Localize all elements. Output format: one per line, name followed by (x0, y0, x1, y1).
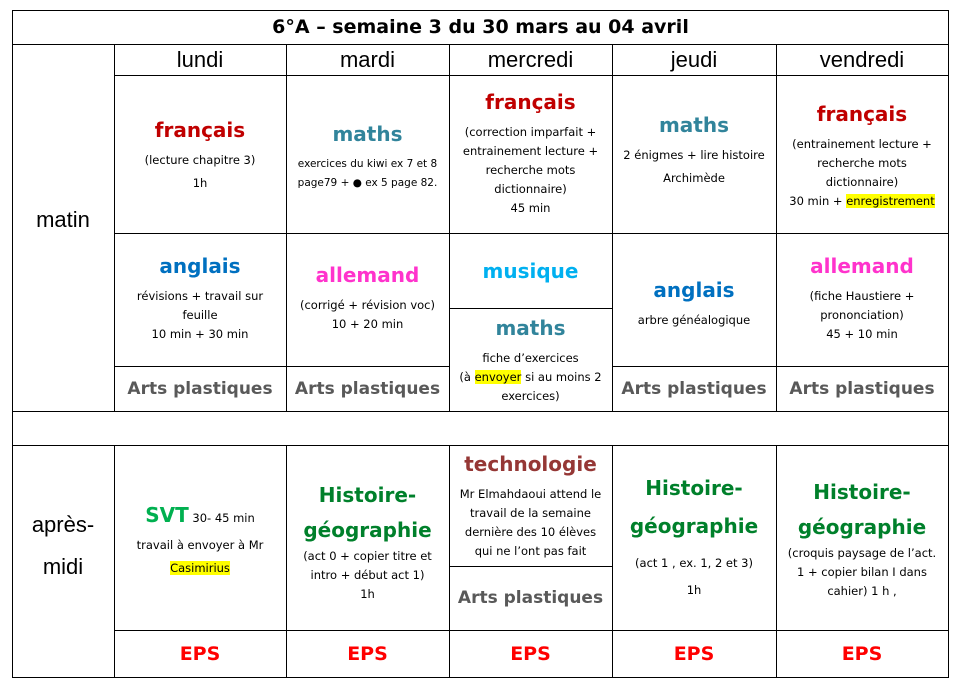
period-matin (12, 75, 114, 365)
day-label: mercredi (487, 46, 574, 72)
subject-label: géographie (629, 514, 759, 538)
detail-text: prononciation) (820, 307, 904, 322)
detail-text: 10 min + 30 min (151, 326, 249, 341)
detail-text: Mr Elmahdaoui attend le (459, 487, 602, 501)
page-title (12, 10, 949, 44)
subject-label: EPS (347, 643, 388, 665)
detail-text: arbre généalogique (637, 312, 751, 327)
detail-text: 30 min + (789, 193, 847, 208)
period-label: midi (42, 553, 84, 579)
grid-line (114, 75, 949, 76)
grid-line (449, 308, 612, 309)
subject-label: Arts plastiques (127, 378, 273, 399)
subject-label: Arts plastiques (457, 588, 604, 608)
slot-vendredi-afternoon (776, 465, 948, 610)
subject-label: français (816, 101, 908, 126)
detail-text: (fiche Haustiere + (809, 288, 915, 303)
detail-text: 1h (192, 176, 208, 190)
subject-label: allemand (315, 263, 420, 287)
detail-text: 1h (686, 583, 702, 597)
subject-label: technologie (464, 452, 597, 476)
highlighted-text: enregistrement (846, 193, 935, 208)
slot-mardi-morning-1 (286, 112, 449, 202)
detail-text: (croquis paysage de l’act. (787, 546, 937, 560)
detail-text: si au moins 2 (521, 370, 602, 384)
detail-text: cahier) 1 h , (827, 584, 897, 598)
slot-lundi-morning-2 (114, 238, 286, 358)
detail-text: recherche mots (817, 155, 907, 170)
subject-label: maths (495, 316, 566, 340)
highlighted-text: envoyer (474, 370, 522, 384)
detail-text: Archimède (663, 171, 725, 185)
grid-line (12, 677, 949, 678)
grid-line (12, 445, 949, 446)
subject-label: Arts plastiques (621, 378, 767, 399)
subject-label: Histoire- (645, 476, 743, 500)
detail-text: feuille (182, 307, 218, 322)
detail-text: (act 0 + copier titre et (303, 548, 432, 563)
detail-text: exercices du kiwi ex 7 et 8 (297, 158, 438, 170)
detail-text: 1 + copier bilan I dans (797, 565, 927, 579)
slot-lundi-eps (114, 631, 286, 677)
detail-text: dictionnaire) (825, 174, 899, 189)
slot-vendredi-morning-2 (776, 238, 948, 358)
detail-text: travail à envoyer à Mr (136, 538, 264, 552)
detail-text: 45 min (510, 200, 551, 215)
day-label: jeudi (670, 46, 718, 72)
slot-mercredi-morning-2a (449, 234, 612, 308)
subject-label: EPS (510, 643, 551, 665)
subject-label: EPS (673, 643, 715, 665)
subject-label: Arts plastiques (294, 378, 441, 399)
subject-label: SVT (145, 503, 189, 527)
slot-mardi-eps (286, 631, 449, 677)
slot-mardi-arts (286, 366, 449, 411)
day-header-jeudi (612, 44, 776, 75)
subject-label: maths (332, 122, 403, 146)
slot-mardi-morning-2 (286, 248, 449, 348)
detail-text: fiche d’exercices (482, 351, 579, 365)
detail-text (789, 192, 934, 211)
detail-text: (à (459, 370, 475, 384)
subject-label: anglais (653, 277, 735, 302)
slot-vendredi-morning-1 (776, 88, 948, 223)
slot-mercredi-morning-2b (449, 312, 612, 409)
subject-label: Histoire- (813, 480, 911, 504)
day-header-lundi (114, 44, 286, 75)
day-header-vendredi (776, 44, 948, 75)
detail-text (170, 559, 230, 578)
day-label: mardi (339, 46, 395, 72)
title-text: 6°A – semaine 3 du 30 mars au 04 avril (272, 16, 689, 38)
subject-label: géographie (797, 515, 927, 539)
detail-text: 2 énigmes + lire histoire (623, 148, 765, 162)
detail-text: (correction imparfait + (464, 124, 597, 139)
subject-label: français (485, 89, 576, 114)
detail-text: (corrigé + révision voc) (300, 298, 435, 312)
grid-line (948, 10, 949, 678)
slot-mercredi-arts (449, 567, 612, 629)
slot-jeudi-afternoon (612, 460, 776, 610)
slot-mercredi-afternoon (449, 448, 612, 564)
detail-text: 1h (360, 586, 375, 601)
slot-vendredi-eps (776, 631, 948, 677)
period-label: matin (36, 207, 90, 232)
detail-text: 10 + 20 min (331, 317, 404, 331)
subject-label: EPS (841, 643, 883, 665)
detail-text: dernière des 10 élèves (464, 525, 597, 539)
day-header-mardi (286, 44, 449, 75)
slot-lundi-arts (114, 366, 286, 411)
detail-text: dictionnaire) (494, 181, 567, 196)
subject-label: EPS (179, 643, 221, 665)
subject-label: Arts plastiques (789, 378, 935, 399)
detail-text (459, 368, 601, 387)
subject-label: maths (658, 113, 730, 137)
subject-line (145, 502, 255, 528)
slot-mercredi-morning-1 (449, 78, 612, 228)
slot-jeudi-morning-1 (612, 100, 776, 200)
grid-line (12, 411, 949, 412)
detail-text: révisions + travail sur (136, 288, 264, 303)
slot-lundi-morning-1 (114, 100, 286, 210)
subject-label: anglais (159, 253, 241, 278)
period-apres-midi (12, 478, 114, 613)
slot-jeudi-morning-2 (612, 258, 776, 348)
grid-line (286, 44, 287, 411)
detail-text: 45 + 10 min (826, 326, 898, 341)
slot-lundi-afternoon (114, 490, 286, 590)
subject-label: musique (482, 259, 579, 283)
detail-text: (entrainement lecture + (792, 136, 932, 151)
detail-text: recherche mots (485, 162, 576, 177)
detail-text: page79 + ● ex 5 page 82. (297, 177, 438, 189)
subject-label: allemand (810, 253, 914, 278)
detail-text: exercices) (501, 389, 560, 403)
day-header-mercredi (449, 44, 612, 75)
slot-mardi-afternoon (286, 465, 449, 615)
detail-text: 30- 45 min (188, 511, 255, 525)
day-label: vendredi (819, 46, 905, 72)
detail-text: (act 1 , ex. 1, 2 et 3) (635, 556, 753, 570)
detail-text: qui ne l’ont pas fait (474, 544, 587, 558)
slot-mercredi-eps (449, 631, 612, 677)
subject-label: français (154, 118, 246, 142)
subject-label: Histoire- (318, 482, 417, 507)
detail-text: intro + début act 1) (310, 567, 425, 582)
slot-vendredi-arts (776, 366, 948, 411)
detail-text: (lecture chapitre 3) (144, 153, 256, 167)
subject-label: géographie (303, 517, 432, 542)
slot-jeudi-arts (612, 366, 776, 411)
period-label: après- (31, 511, 95, 537)
highlighted-text: Casimirius (170, 561, 230, 575)
slot-jeudi-eps (612, 631, 776, 677)
detail-text: entrainement lecture + (462, 143, 599, 158)
day-label: lundi (176, 46, 224, 72)
detail-text: travail de la semaine (470, 506, 591, 520)
